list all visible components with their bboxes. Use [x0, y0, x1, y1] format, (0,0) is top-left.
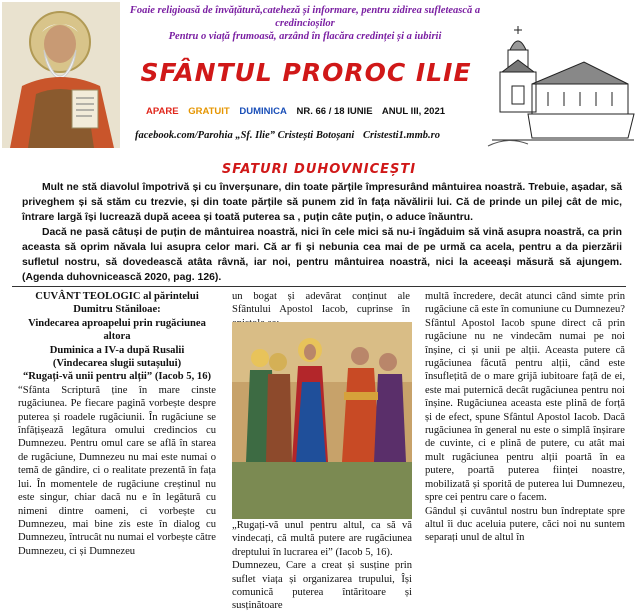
- edition-apare: APARE: [146, 106, 179, 117]
- article-subtitle-1: Vindecarea aproapelui prin rugăciunea altora: [28, 317, 206, 343]
- article-body-col3: multă încredere, decât atunci când simte prin rugăciune că este în comuniune cu Dumnezeu? Sfântul Apostol Iacob spune direct că prin rugăciune nu ne vindecăm numai pe noi înșine, ci și unii pe alții. Aceasta putere că rugăciunea făcută pentru alții, când este însuflețită de o mare grijă iubitoare față de ei, este mai puternică decât rugăciunea pentru noi înșine. Rugăciunea aceasta este plină de forță și de efect, spune Sfântul Apostol Iacob. Dacă rugăciunea în general nu este o simplă înșirare de cuvinte, ci e plină de putere, cu atât mai mult rugăciunea pentru alții poartă în ea putere, poartă puterea ființei noastre, mobilizată și sporită de puterea lui Dumnezeu, spre cei pentru care o facem.: [425, 291, 625, 504]
- column-1: [18, 290, 216, 558]
- article-body-col1: “Sfânta Scriptură ține în mare cinste rugăciunea. Pe fiecare pagină vorbește despre puterea și roadele rugăciunii. În rugăciune se înfățișează legătura omului credincios cu Dumnezeu. Pentru omul care se află în starea de rugăciune, Dumnezeu nu mai este numai o temă de gândire, ci o realitate prezentă în fața lui. În momentele de rugăciune creștinul nu este singur, chiar dacă nu e în legătură cu nimeni dintre oameni, ci vorbește cu Dumnezeu, mai bine zis este în dialog cu Dumnezeu, întrucât nu numai el vorbește către Dumnezeu, ci și Dumnezeu: [18, 384, 216, 557]
- web-links: [135, 130, 485, 141]
- column-3: [425, 290, 625, 545]
- image-caption: „Rugați-vă unul pentru altul, ca să vă vindecați, că multă putere are rugăciunea dreptului în lucrarea ei” (Iacob 5, 16).: [232, 520, 412, 558]
- facebook-link[interactable]: facebook.com/Parohia „Sf. Ilie” Cristești Botoșani: [135, 130, 355, 141]
- prophet-elijah-icon-image: [2, 2, 120, 148]
- article-body-col3-b: Gândul și cuvântul nostru bun îndreptate spre altul îi duc aceluia putere, căci noi nu suntem separați unul de altul în: [425, 505, 625, 544]
- edition-gratuit: GRATUIT: [188, 106, 230, 117]
- section-divider: [12, 286, 626, 287]
- article-subtitle-4: “Rugați-vă unii pentru alții” (Iacob 5, 16): [22, 371, 212, 383]
- article-title: CUVÂNT TEOLOGIC al părintelui Dumitru Stăniloae:: [35, 291, 199, 316]
- article-body-col2: Dumnezeu, Care a creat și susține prin suflet viața și organizarea trupului, Își comunică puterea întăritoare și susținătoare: [232, 560, 412, 612]
- edition-duminica: DUMINICA: [239, 106, 287, 117]
- article-subtitle-2: Duminica a IV-a după Rusalii: [49, 344, 185, 356]
- tagline-line-2: Pentru o viață frumoasă, arzând în flacăra credinței și a iubirii: [168, 31, 442, 42]
- sfaturi-paragraph-1: Mult ne stă diavolul împotrivă și cu înverșunare, din toate părțile împresurând mântuirea noastră. Trebuie, așadar, să priveghem și să stăm cu trezvie, și din toate părțile să punem zid în fața năvălirii lui. Că de prinde un pilej cât de mic, întrare largă își lucrează după aceea și toată puterea sa , puțin câte puțin, o aduce înăuntru.: [22, 182, 622, 223]
- edition-line: [146, 106, 486, 118]
- healing-servant-icon-image: [232, 322, 412, 519]
- website-link[interactable]: Cristesti1.mmb.ro: [362, 130, 440, 141]
- tagline: [122, 4, 488, 43]
- masthead-title: SFÂNTUL PROROC ILIE: [140, 58, 472, 87]
- article-body-col2-top: un bogat și adevărat conținut ale Sfântului Apostol Iacob, cuprinse în: [232, 291, 410, 316]
- tagline-line-1: Foaie religioasă de învățătură,cateheză și informare, pentru zidirea sufletească a credincioșilor: [129, 5, 481, 29]
- sfaturi-title: SFATURI DUHOVNICEȘTI: [221, 162, 417, 177]
- edition-year: ANUL III, 2021: [381, 106, 446, 117]
- column-2-bottom: [232, 519, 412, 613]
- church-drawing-image: [488, 26, 636, 148]
- article-subtitle-3: (Vindecarea slugii sutașului): [52, 358, 182, 370]
- sfaturi-body: [22, 180, 622, 285]
- edition-number: NR. 66 / 18 IUNIE: [296, 106, 373, 117]
- sfaturi-paragraph-2: Dacă ne pasă câtuși de puțin de mântuirea noastră, nici în cele mici să nu-i îngăduim să vină asupra noastră, ca prin aceasta să oprim năvala lui asupra celor mari. Că ar fi și nebunia cea mai de pe urmă ca acela, pentru a da pierzării sufletul nostru, să dovedească atâta râvnă, iar noi, pentru mântuirea noastră, nici la aceeași măsură să ajungem. (Agenda duhovnicească 2020, pag. 126).: [22, 227, 622, 283]
